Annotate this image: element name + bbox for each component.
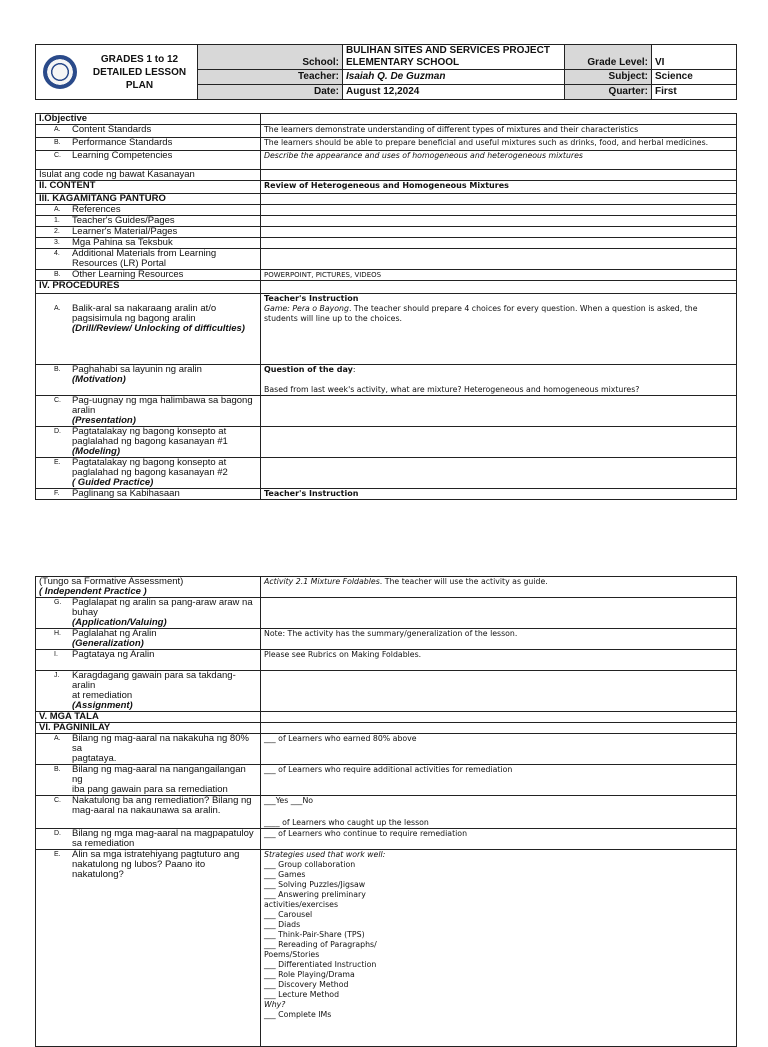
review-label: Balik-aral sa nakaraang aralin at/o (72, 303, 217, 314)
other-resources-value: POWERPOINT, PICTURES, VIDEOS (261, 270, 737, 281)
table-row: C. Learning Competencies Describe the appearance and uses of homogeneous and heterogeneous mixtures (36, 151, 737, 170)
code-label: Isulat ang code ng bawat Kasanayan (36, 170, 261, 181)
date-label: Date: (198, 85, 343, 100)
evaluation-label: Pagtataya ng Aralin (72, 649, 155, 660)
table-row: 4. Additional Materials from Learning Resources (LR) Portal (36, 249, 737, 270)
review-value: Teacher's Instruction Game: Pera o Bayong. The teacher should prepare 4 choices for every question. When a question is asked, the students will line up to the choices. (261, 294, 737, 365)
table-row: A. Bilang ng mag-aaral na nakakuha ng 80% sa pagtataya. ___ of Learners who earned 80% above (36, 734, 737, 765)
subject-label: Subject: (565, 70, 652, 85)
table-row (36, 170, 737, 181)
application-label: Paglalapat ng aralin sa pang-araw araw na (72, 597, 253, 608)
table-row: B. Paghahabi sa layunin ng aralin (Motivation) Question of the day: Based from last week's activity, what are mixture? Heterogeneous and homogeneous mixtures? (36, 365, 737, 396)
motivation-value: Question of the day: Based from last week's activity, what are mixture? Heterogeneous and homogeneous mixtures? (261, 365, 737, 396)
reflection-b-value: ___ of Learners who require additional activities for remediation (261, 765, 737, 796)
textbook-pages-label: Mga Pahina sa Teksbuk (72, 237, 173, 248)
reflection-d-label: Bilang ng mga mag-aaral na magpapatuloy (72, 828, 254, 839)
modeling-label: Pagtatalakay ng bagong konsepto at (72, 426, 227, 437)
school-line-2: ELEMENTARY SCHOOL (346, 57, 460, 68)
table-row: A. References (36, 205, 737, 216)
teacher-value: Isaiah Q. De Guzman (343, 70, 565, 85)
document-title (85, 53, 194, 92)
grade-value: VI (652, 45, 737, 70)
table-row: C. Pag-uugnay ng mga halimbawa sa bagong aralin (Presentation) (36, 396, 737, 427)
reflection-a-label: Bilang ng mag-aaral na nakakuha ng 80% sa (72, 733, 249, 754)
additional-materials-label: Additional Materials from Learning (72, 248, 217, 259)
list-item: ___ Lecture Method (264, 990, 340, 999)
subject-value: Science (652, 70, 737, 85)
lesson-plan-table-page-1 (35, 113, 737, 500)
table-row: E. Pagtatalakay ng bagong konsepto at paglalahad ng bagong kasanayan #2 ( Guided Practice) (36, 458, 737, 489)
list-item: ___ Group collaboration (264, 860, 356, 869)
list-item: ___ Think-Pair-Share (TPS) (264, 930, 365, 939)
assignment-label: Karagdagang gawain para sa takdang-aralin (72, 670, 236, 691)
list-item: Poems/Stories (264, 950, 320, 959)
table-row: B. Other Learning Resources POWERPOINT, PICTURES, VIDEOS (36, 270, 737, 281)
table-row: E. Alin sa mga istratehiyang pagtuturo ang nakatulong ng lubos? Paano ito nakatulong? Strategies used that work well: ___ Group collaboration ___ Games ___ Solving Puzzles/Jigsaw ___ Answering preliminary activities/exercises ___ Carousel ___ Diads ___ Think-Pair-Share (TPS) ___ Rereading of Paragraphs/ Poems/Stories ___ Differentiated Instruction ___ Role Playing/Drama ___ Discovery Method ___ Lecture Method Why? ___ Complete IMs (36, 850, 737, 1047)
other-resources-label: Other Learning Resources (72, 269, 184, 280)
table-row: 1. Teacher's Guides/Pages (36, 216, 737, 227)
table-row (36, 712, 737, 723)
table-row (36, 181, 737, 194)
table-row (36, 723, 737, 734)
school-label: School: (198, 45, 343, 70)
list-item: ___ Differentiated Instruction (264, 960, 377, 969)
table-row: D. Pagtatalakay ng bagong konsepto at paglalahad ng bagong kasanayan #1 (Modeling) (36, 427, 737, 458)
reflection-c-label: Nakatulong ba ang remediation? Bilang ng (72, 795, 252, 806)
title-line-2: DETAILED LESSON PLAN (92, 66, 187, 91)
learning-competencies-label: Learning Competencies (72, 150, 173, 161)
quarter-label: Quarter: (565, 85, 652, 100)
content-standards-label: Content Standards (72, 124, 152, 135)
strategies-title: Strategies used that work well: (264, 850, 386, 859)
reflection-a-value: ___ of Learners who earned 80% above (261, 734, 737, 765)
list-item: activities/exercises (264, 900, 339, 909)
table-row (36, 114, 737, 125)
list-item: ___ Complete IMs (264, 1010, 332, 1019)
table-row: B. Performance Standards The learners should be able to prepare beneficial and useful mixtures such as drinks, food, and herbal medicines. (36, 138, 737, 151)
why-label: Why? (264, 1000, 286, 1009)
table-row (36, 194, 737, 205)
reflection-e-label: Alin sa mga istratehiyang pagtuturo ang (72, 849, 240, 860)
reflection-c-value: ___Yes ___No ____ of Learners who caught up the lesson (261, 796, 737, 829)
deped-seal-icon (43, 55, 77, 89)
table-row: I. Pagtataya ng Aralin Please see Rubrics on Making Foldables. (36, 650, 737, 671)
generalization-value: Note: The activity has the summary/generalization of the lesson. (261, 629, 737, 650)
grade-label: Grade Level: (565, 45, 652, 70)
table-row: A. Balik-aral sa nakaraang aralin at/o pagsisimula ng bagong aralin (Drill/Review/ Unlocking of difficulties) Teacher's Instruction Game: Pera o Bayong. The teacher should prepare 4 choices for every question. When a question is asked, the students will line up to the choices. (36, 294, 737, 365)
list-item: ___ Carousel (264, 910, 313, 919)
teachers-guides-label: Teacher's Guides/Pages (72, 215, 175, 226)
reflection-d-value: ___ of Learners who continue to require remediation (261, 829, 737, 850)
list-item: ___ Role Playing/Drama (264, 970, 355, 979)
remarks-heading: V. MGA TALA (36, 712, 261, 723)
school-line-1: BULIHAN SITES AND SERVICES PROJECT (346, 45, 550, 56)
performance-standards-value: The learners should be able to prepare beneficial and useful mixtures such as drinks, food, and herbal medicines. (261, 138, 737, 151)
list-item: ___ Answering preliminary (264, 890, 366, 899)
list-item: ___ Discovery Method (264, 980, 349, 989)
lesson-plan-header (35, 44, 737, 100)
independent-practice-value: Activity 2.1 Mixture Foldables. The teacher will use the activity as guide. (261, 577, 737, 598)
learners-material-label: Learner's Material/Pages (72, 226, 178, 237)
lesson-plan-table-page-2 (35, 576, 737, 1047)
reflection-heading: VI. PAGNINILAY (36, 723, 261, 734)
objective-heading: I.Objective (36, 114, 261, 125)
table-row: H. Paglalahat ng Aralin (Generalization) Note: The activity has the summary/generalization of the lesson. (36, 629, 737, 650)
date-value: August 12,2024 (343, 85, 565, 100)
references-label: References (72, 204, 121, 215)
table-row: 2. Learner's Material/Pages (36, 227, 737, 238)
resources-heading: III. KAGAMITANG PANTURO (36, 194, 261, 205)
mastery-label: Paglinang sa Kabihasaan (72, 488, 180, 499)
reflection-b-label: Bilang ng mag-aaral na nangangailangan ng (72, 764, 246, 785)
list-item: ___ Solving Puzzles/Jigsaw (264, 880, 366, 889)
table-row: (Tungo sa Formative Assessment) ( Independent Practice ) Activity 2.1 Mixture Foldables. The teacher will use the activity as guide. (36, 577, 737, 598)
list-item: ___ Rereading of Paragraphs/ (264, 940, 377, 949)
content-standards-value: The learners demonstrate understanding of different types of mixtures and their characteristics (261, 125, 737, 138)
table-row: C. Nakatulong ba ang remediation? Bilang ng mag-aaral na nakaunawa sa aralin. ___Yes ___No ____ of Learners who caught up the lesson (36, 796, 737, 829)
title-line-1: GRADES 1 to 12 (100, 53, 179, 65)
table-row: A. Content Standards The learners demonstrate understanding of different types of mixtures and their characteristics (36, 125, 737, 138)
learning-competencies-value: Describe the appearance and uses of homogeneous and heterogeneous mixtures (261, 151, 737, 170)
header-title-cell (36, 45, 198, 100)
table-row: J. Karagdagang gawain para sa takdang-aralin at remediation (Assignment) (36, 671, 737, 712)
formative-assessment-label: (Tungo sa Formative Assessment) (39, 576, 184, 587)
motivation-label: Paghahabi sa layunin ng aralin (72, 364, 202, 375)
school-value (343, 45, 565, 70)
content-heading: II. CONTENT (36, 181, 261, 194)
evaluation-value: Please see Rubrics on Making Foldables. (261, 650, 737, 671)
presentation-label: Pag-uugnay ng mga halimbawa sa bagong (72, 395, 253, 406)
content-value: Review of Heterogeneous and Homogeneous Mixtures (261, 181, 737, 194)
strategies-value (261, 850, 737, 1047)
mastery-value: Teacher's Instruction (261, 489, 737, 500)
quarter-value: First (652, 85, 737, 100)
table-row (36, 281, 737, 294)
table-row: F. Paglinang sa Kabihasaan Teacher's Instruction (36, 489, 737, 500)
table-row: D. Bilang ng mga mag-aaral na magpapatuloy sa remediation ___ of Learners who continue to require remediation (36, 829, 737, 850)
teacher-label: Teacher: (198, 70, 343, 85)
generalization-label: Paglalahat ng Aralin (72, 628, 157, 639)
performance-standards-label: Performance Standards (72, 137, 173, 148)
list-item: ___ Diads (264, 920, 301, 929)
table-row: 3. Mga Pahina sa Teksbuk (36, 238, 737, 249)
table-row: B. Bilang ng mag-aaral na nangangailangan ng iba pang gawain para sa remediation ___ of Learners who require additional activities for remediation (36, 765, 737, 796)
guided-practice-label: Pagtatalakay ng bagong konsepto at (72, 457, 227, 468)
list-item: ___ Games (264, 870, 306, 879)
procedures-heading: IV. PROCEDURES (36, 281, 261, 294)
table-row: G. Paglalapat ng aralin sa pang-araw araw na buhay (Application/Valuing) (36, 598, 737, 629)
